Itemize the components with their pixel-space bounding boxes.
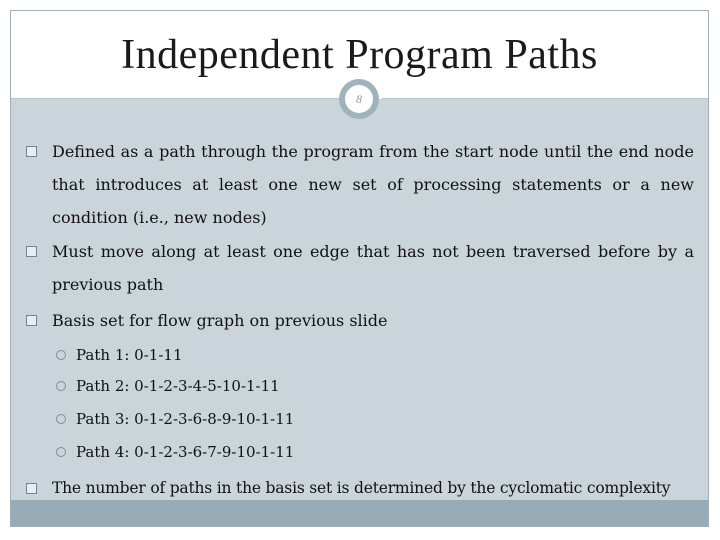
square-bullet-icon (26, 146, 37, 157)
square-bullet-icon (26, 483, 37, 494)
bullet-text: The number of paths in the basis set is determined by the cyclomatic complexity (52, 479, 671, 497)
bullet-item (26, 135, 694, 234)
sub-bullet-text: Path 2: 0-1-2-3-4-5-10-1-11 (76, 377, 280, 395)
page-number: 8 (345, 85, 373, 113)
bullet-item (26, 235, 694, 301)
circle-bullet-icon (56, 350, 66, 360)
sub-bullet-item (50, 370, 650, 402)
square-bullet-icon (26, 315, 37, 326)
sub-bullet-item (50, 436, 650, 468)
bullet-text: Basis set for flow graph on previous slide (52, 311, 388, 330)
page-number-badge (339, 79, 379, 119)
sub-bullet-text: Path 4: 0-1-2-3-6-7-9-10-1-11 (76, 443, 295, 461)
square-bullet-icon (26, 246, 37, 257)
bullet-item (26, 472, 694, 505)
sub-bullet-item (50, 403, 650, 435)
sub-bullet-item (50, 339, 650, 371)
sub-bullet-text: Path 1: 0-1-11 (76, 346, 183, 364)
circle-bullet-icon (56, 447, 66, 457)
sub-bullet-text: Path 3: 0-1-2-3-6-8-9-10-1-11 (76, 410, 295, 428)
circle-bullet-icon (56, 414, 66, 424)
bullet-item (26, 304, 694, 337)
circle-bullet-icon (56, 381, 66, 391)
slide-title: Independent Program Paths (121, 32, 598, 78)
bullet-text: Must move along at least one edge that has not been traversed before by a previous path (52, 242, 694, 294)
bullet-text: Defined as a path through the program from the start node until the end node that introduces at least one new set of processing statements or a new condition (i.e., new nodes) (52, 142, 694, 227)
